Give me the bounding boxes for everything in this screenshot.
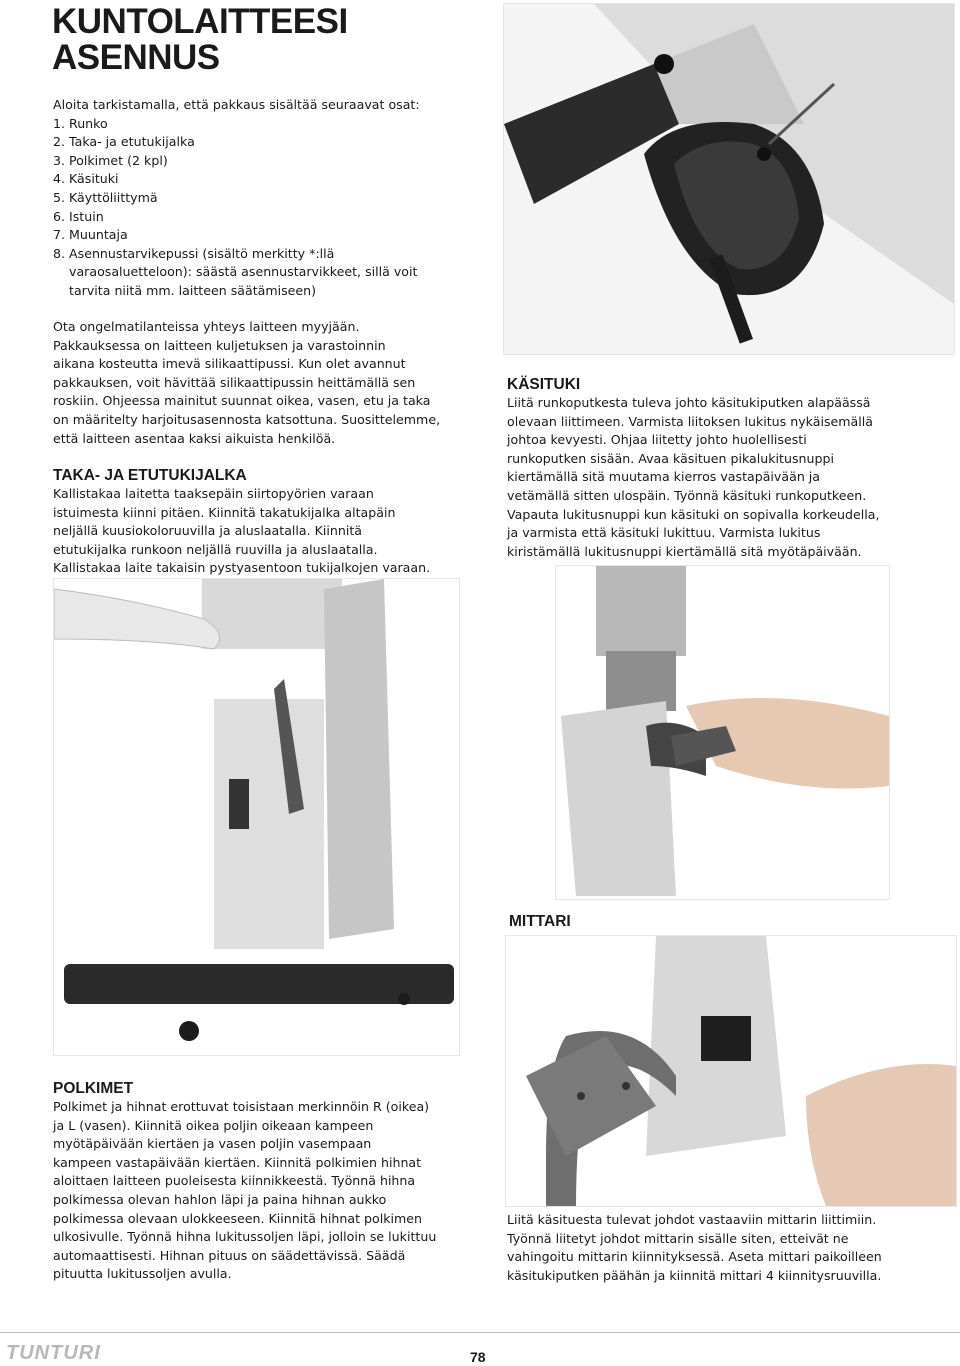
pedal-photo bbox=[503, 3, 955, 355]
frame-illustration bbox=[54, 579, 459, 1055]
parts-list-item: 2. Taka- ja etutukijalka bbox=[53, 134, 195, 150]
section-polkimet bbox=[53, 1079, 473, 1284]
section-line: Kallistakaa laite takaisin pystyasentoon tukijalkojen varaan. bbox=[53, 560, 431, 576]
section-line: polkimessa olevaan ulokkeeseen. Kiinnitä hihnat polkimen bbox=[53, 1210, 423, 1226]
section-line: Liitä runkoputkesta tuleva johto käsitukiputken alapäässä bbox=[507, 395, 871, 410]
section-heading: TAKA- JA ETUTUKIJALKA bbox=[53, 467, 247, 484]
parts-list-item: 1. Runko bbox=[53, 115, 108, 131]
page-title-line-1: KUNTOLAITTEESI bbox=[52, 2, 348, 41]
intro-section bbox=[53, 96, 473, 301]
section-line: Vapauta lukitusnuppi kun käsituki on sopivalla korkeudella, bbox=[507, 506, 880, 522]
note-line: roskiin. Ohjeessa mainitut suunnat oikea, vasen, etu ja taka bbox=[53, 393, 431, 409]
note-line: pakkauksen, voit hävittää silikaattipussin heittämällä sen bbox=[53, 374, 416, 390]
parts-list-item: 5. Käyttöliittymä bbox=[53, 189, 158, 205]
section-line: vetämällä sitten ulospäin. Työnnä käsituki runkoputkeen. bbox=[507, 487, 867, 503]
page-title-line-2: ASENNUS bbox=[52, 38, 220, 77]
section-line: neljällä kuusiokoloruuvilla ja aluslaatalla. Kiinnitä bbox=[53, 523, 363, 539]
page-number: 78 bbox=[470, 1349, 486, 1365]
parts-list-item: 8. Asennustarvikepussi (sisältö merkitty *:llä bbox=[53, 245, 335, 261]
note-line: aikana kosteutta imevä silikaattipussi. Kun olet avannut bbox=[53, 356, 406, 372]
section-line: myötäpäivään kiertäen ja vasen poljin vasempaan bbox=[53, 1136, 372, 1152]
section-line: polkimessa olevan hahlon läpi ja paina hihnan aukko bbox=[53, 1191, 387, 1207]
intro-lead: Aloita tarkistamalla, että pakkaus sisältää seuraavat osat: bbox=[53, 97, 420, 112]
note-line: Ota ongelmatilanteissa yhteys laitteen myyjään. bbox=[53, 319, 360, 334]
handlebar-photo bbox=[555, 565, 890, 900]
parts-list-item-continued: varaosaluetteloon): säästä asennustarvikkeet, sillä voit bbox=[69, 264, 418, 280]
section-line: kiristämällä lukitusnuppi kiertämällä sitä myötäpäivään. bbox=[507, 543, 862, 559]
parts-list-item: 4. Käsituki bbox=[53, 171, 119, 187]
section-line: etutukijalka runkoon neljällä ruuvilla ja aluslaatalla. bbox=[53, 541, 378, 557]
parts-list-item: 7. Muuntaja bbox=[53, 227, 128, 243]
section-line: automaattisesti. Hihnan pituus on säädettävissä. Säädä bbox=[53, 1247, 406, 1263]
note-line: Pakkauksessa on laitteen kuljetuksen ja varastoinnin bbox=[53, 337, 386, 353]
parts-list-item: 6. Istuin bbox=[53, 208, 104, 224]
section-line: pituutta lukitussoljen avulla. bbox=[53, 1266, 232, 1282]
console-photo bbox=[505, 935, 957, 1207]
section-line: runkoputken sisään. Avaa käsituen pikalukitusnuppi bbox=[507, 450, 834, 466]
section-taka bbox=[53, 466, 473, 578]
intro-note bbox=[53, 318, 473, 448]
section-line: Työnnä liitetyt johdot mittarin sisälle siten, etteivät ne bbox=[507, 1230, 849, 1246]
section-line: johtoa kevyesti. Ohjaa liitetty johto huolellisesti bbox=[507, 432, 807, 448]
parts-list-item-continued: tarvita niitä mm. laitteen säätämiseen) bbox=[69, 282, 317, 298]
section-mittari bbox=[507, 1211, 927, 1285]
section-heading: POLKIMET bbox=[53, 1080, 134, 1097]
parts-list-item: 3. Polkimet (2 kpl) bbox=[53, 152, 168, 168]
parts-list bbox=[53, 115, 473, 301]
note-line: että laitteen asentaa kaksi aikuista henkilöä. bbox=[53, 430, 336, 446]
section-line: Liitä käsituesta tulevat johdot vastaaviin mittarin liittimiin. bbox=[507, 1212, 877, 1227]
section-line: aloittaen laitteen puoleisesta kiinnikkeestä. Työnnä hihna bbox=[53, 1173, 416, 1189]
console-illustration bbox=[506, 936, 956, 1206]
pedal-illustration bbox=[504, 4, 954, 354]
section-line: kampeen vastapäivään kiertäen. Kiinnitä polkimien hihnat bbox=[53, 1154, 422, 1170]
mittari-heading: MITTARI bbox=[509, 913, 571, 930]
note-line: on määritelty harjoitusasennosta katsottuna. Suosittelemme, bbox=[53, 411, 441, 427]
section-line: ja varmista että käsituki lukittuu. Varmista lukitus bbox=[507, 525, 821, 541]
section-line: istuimesta kiinni pitäen. Kiinnitä takatukijalka altapäin bbox=[53, 504, 396, 520]
section-line: ja L (vasen). Kiinnitä oikea poljin oikeaan kampeen bbox=[53, 1117, 374, 1133]
section-line: käsitukiputken päähän ja kiinnitä mittari 4 kiinnitysruuvilla. bbox=[507, 1267, 882, 1283]
page-title bbox=[52, 4, 348, 76]
frame-photo bbox=[53, 578, 460, 1056]
brand-logo: TUNTURI bbox=[6, 1342, 101, 1364]
section-line: kiertämällä sitä muutama kierros vastapäivään ja bbox=[507, 469, 821, 485]
section-line: Kallistakaa laitetta taaksepäin siirtopyörien varaan bbox=[53, 486, 374, 501]
handlebar-illustration bbox=[556, 566, 889, 899]
section-heading: KÄSITUKI bbox=[507, 376, 581, 393]
section-line: vahingoitu mittarin kiinnityksessä. Aseta mittari paikoilleen bbox=[507, 1249, 882, 1265]
section-kasituki bbox=[507, 375, 927, 561]
section-line: olevaan liittimeen. Varmista liitoksen lukitus nykäisemällä bbox=[507, 413, 873, 429]
section-line: Polkimet ja hihnat erottuvat toisistaan merkinnöin R (oikea) bbox=[53, 1099, 430, 1114]
section-line: ulkosivulle. Työnnä hihna lukitussoljen läpi, jolloin se lukittuu bbox=[53, 1229, 437, 1245]
